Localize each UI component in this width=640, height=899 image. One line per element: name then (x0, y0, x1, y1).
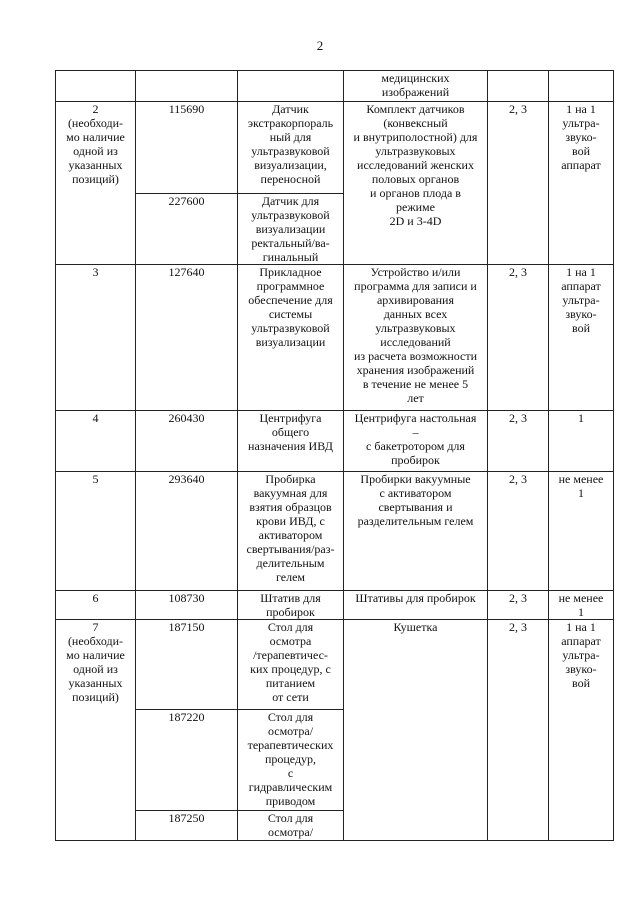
cell-code: 227600 (136, 194, 238, 265)
cell-num: 6 (56, 591, 136, 620)
cell-code: 115690 (136, 102, 238, 194)
cell-quantity (549, 71, 614, 102)
cell-quantity: 1 на 1 аппарат ультра- звуко- вой (549, 265, 614, 411)
cell-code (136, 71, 238, 102)
cell-name: Датчик экстракорпораль ный для ультразвуковой визуализации, переносной (238, 102, 344, 194)
table-row-7a (56, 620, 614, 710)
cell-num: 3 (56, 265, 136, 411)
cell-quantity: не менее 1 (549, 472, 614, 591)
cell-description: Кушетка (344, 620, 488, 841)
cell-conditions: 2, 3 (488, 411, 549, 472)
cell-conditions (488, 71, 549, 102)
cell-conditions: 2, 3 (488, 265, 549, 411)
cell-quantity: 1 (549, 411, 614, 472)
page-number: 2 (316, 38, 324, 53)
table-row-5 (56, 472, 614, 591)
cell-name: Стол для осмотра/ (238, 811, 344, 841)
cell-conditions: 2, 3 (488, 102, 549, 265)
cell-quantity: 1 на 1 аппарат ультра- звуко- вой (549, 620, 614, 841)
cell-conditions: 2, 3 (488, 591, 549, 620)
table-row-4 (56, 411, 614, 472)
cell-name: Прикладное программное обеспечение для системы ультразвуковой визуализации (238, 265, 344, 411)
cell-conditions: 2, 3 (488, 620, 549, 841)
cell-quantity: не менее 1 (549, 591, 614, 620)
table-row-6 (56, 591, 614, 620)
table-row-3 (56, 265, 614, 411)
cell-code: 187220 (136, 710, 238, 811)
cell-code: 187150 (136, 620, 238, 710)
cell-code: 127640 (136, 265, 238, 411)
table-row-2a (56, 102, 614, 194)
cell-conditions: 2, 3 (488, 472, 549, 591)
equipment-table (55, 70, 614, 841)
cell-num: 2 (необходи- мо наличие одной из указанных позиций) (56, 102, 136, 265)
cell-name: Пробирка вакуумная для взятия образцов крови ИВД, с активатором свертывания/раз- делительным гелем (238, 472, 344, 591)
cell-code: 108730 (136, 591, 238, 620)
cell-name: Штатив для пробирок (238, 591, 344, 620)
cell-code: 260430 (136, 411, 238, 472)
cell-description: Пробирки вакуумные с активатором свертывания и разделительным гелем (344, 472, 488, 591)
cell-name: Стол для осмотра /терапевтичес- ких процедур, с питанием от сети (238, 620, 344, 710)
cell-description: Штативы для пробирок (344, 591, 488, 620)
cell-description: Устройство и/или программа для записи и архивирования данных всех ультразвуковых исследований из расчета возможности хранения изображений в течение не менее 5 лет (344, 265, 488, 411)
cell-description: Центрифуга настольная – с бакетротором для пробирок (344, 411, 488, 472)
cell-name: Стол для осмотра/ терапевтических процедур, с гидравлическим приводом (238, 710, 344, 811)
cell-num: 4 (56, 411, 136, 472)
cell-num: 5 (56, 472, 136, 591)
cell-code: 293640 (136, 472, 238, 591)
cell-name: Центрифуга общего назначения ИВД (238, 411, 344, 472)
cell-description: медицинских изображений (344, 71, 488, 102)
cell-name (238, 71, 344, 102)
cell-num (56, 71, 136, 102)
cell-quantity: 1 на 1 ультра- звуко- вой аппарат (549, 102, 614, 265)
cell-description: Комплект датчиков (конвексный и внутриполостной) для ультразвуковых исследований женских половых органов и органов плода в режиме 2D и 3-4D (344, 102, 488, 265)
cell-num: 7 (необходи- мо наличие одной из указанных позиций) (56, 620, 136, 841)
cell-name: Датчик для ультразвуковой визуализации ректальный/ва- гинальный (238, 194, 344, 265)
cell-code: 187250 (136, 811, 238, 841)
table-row-continuation (56, 71, 614, 102)
